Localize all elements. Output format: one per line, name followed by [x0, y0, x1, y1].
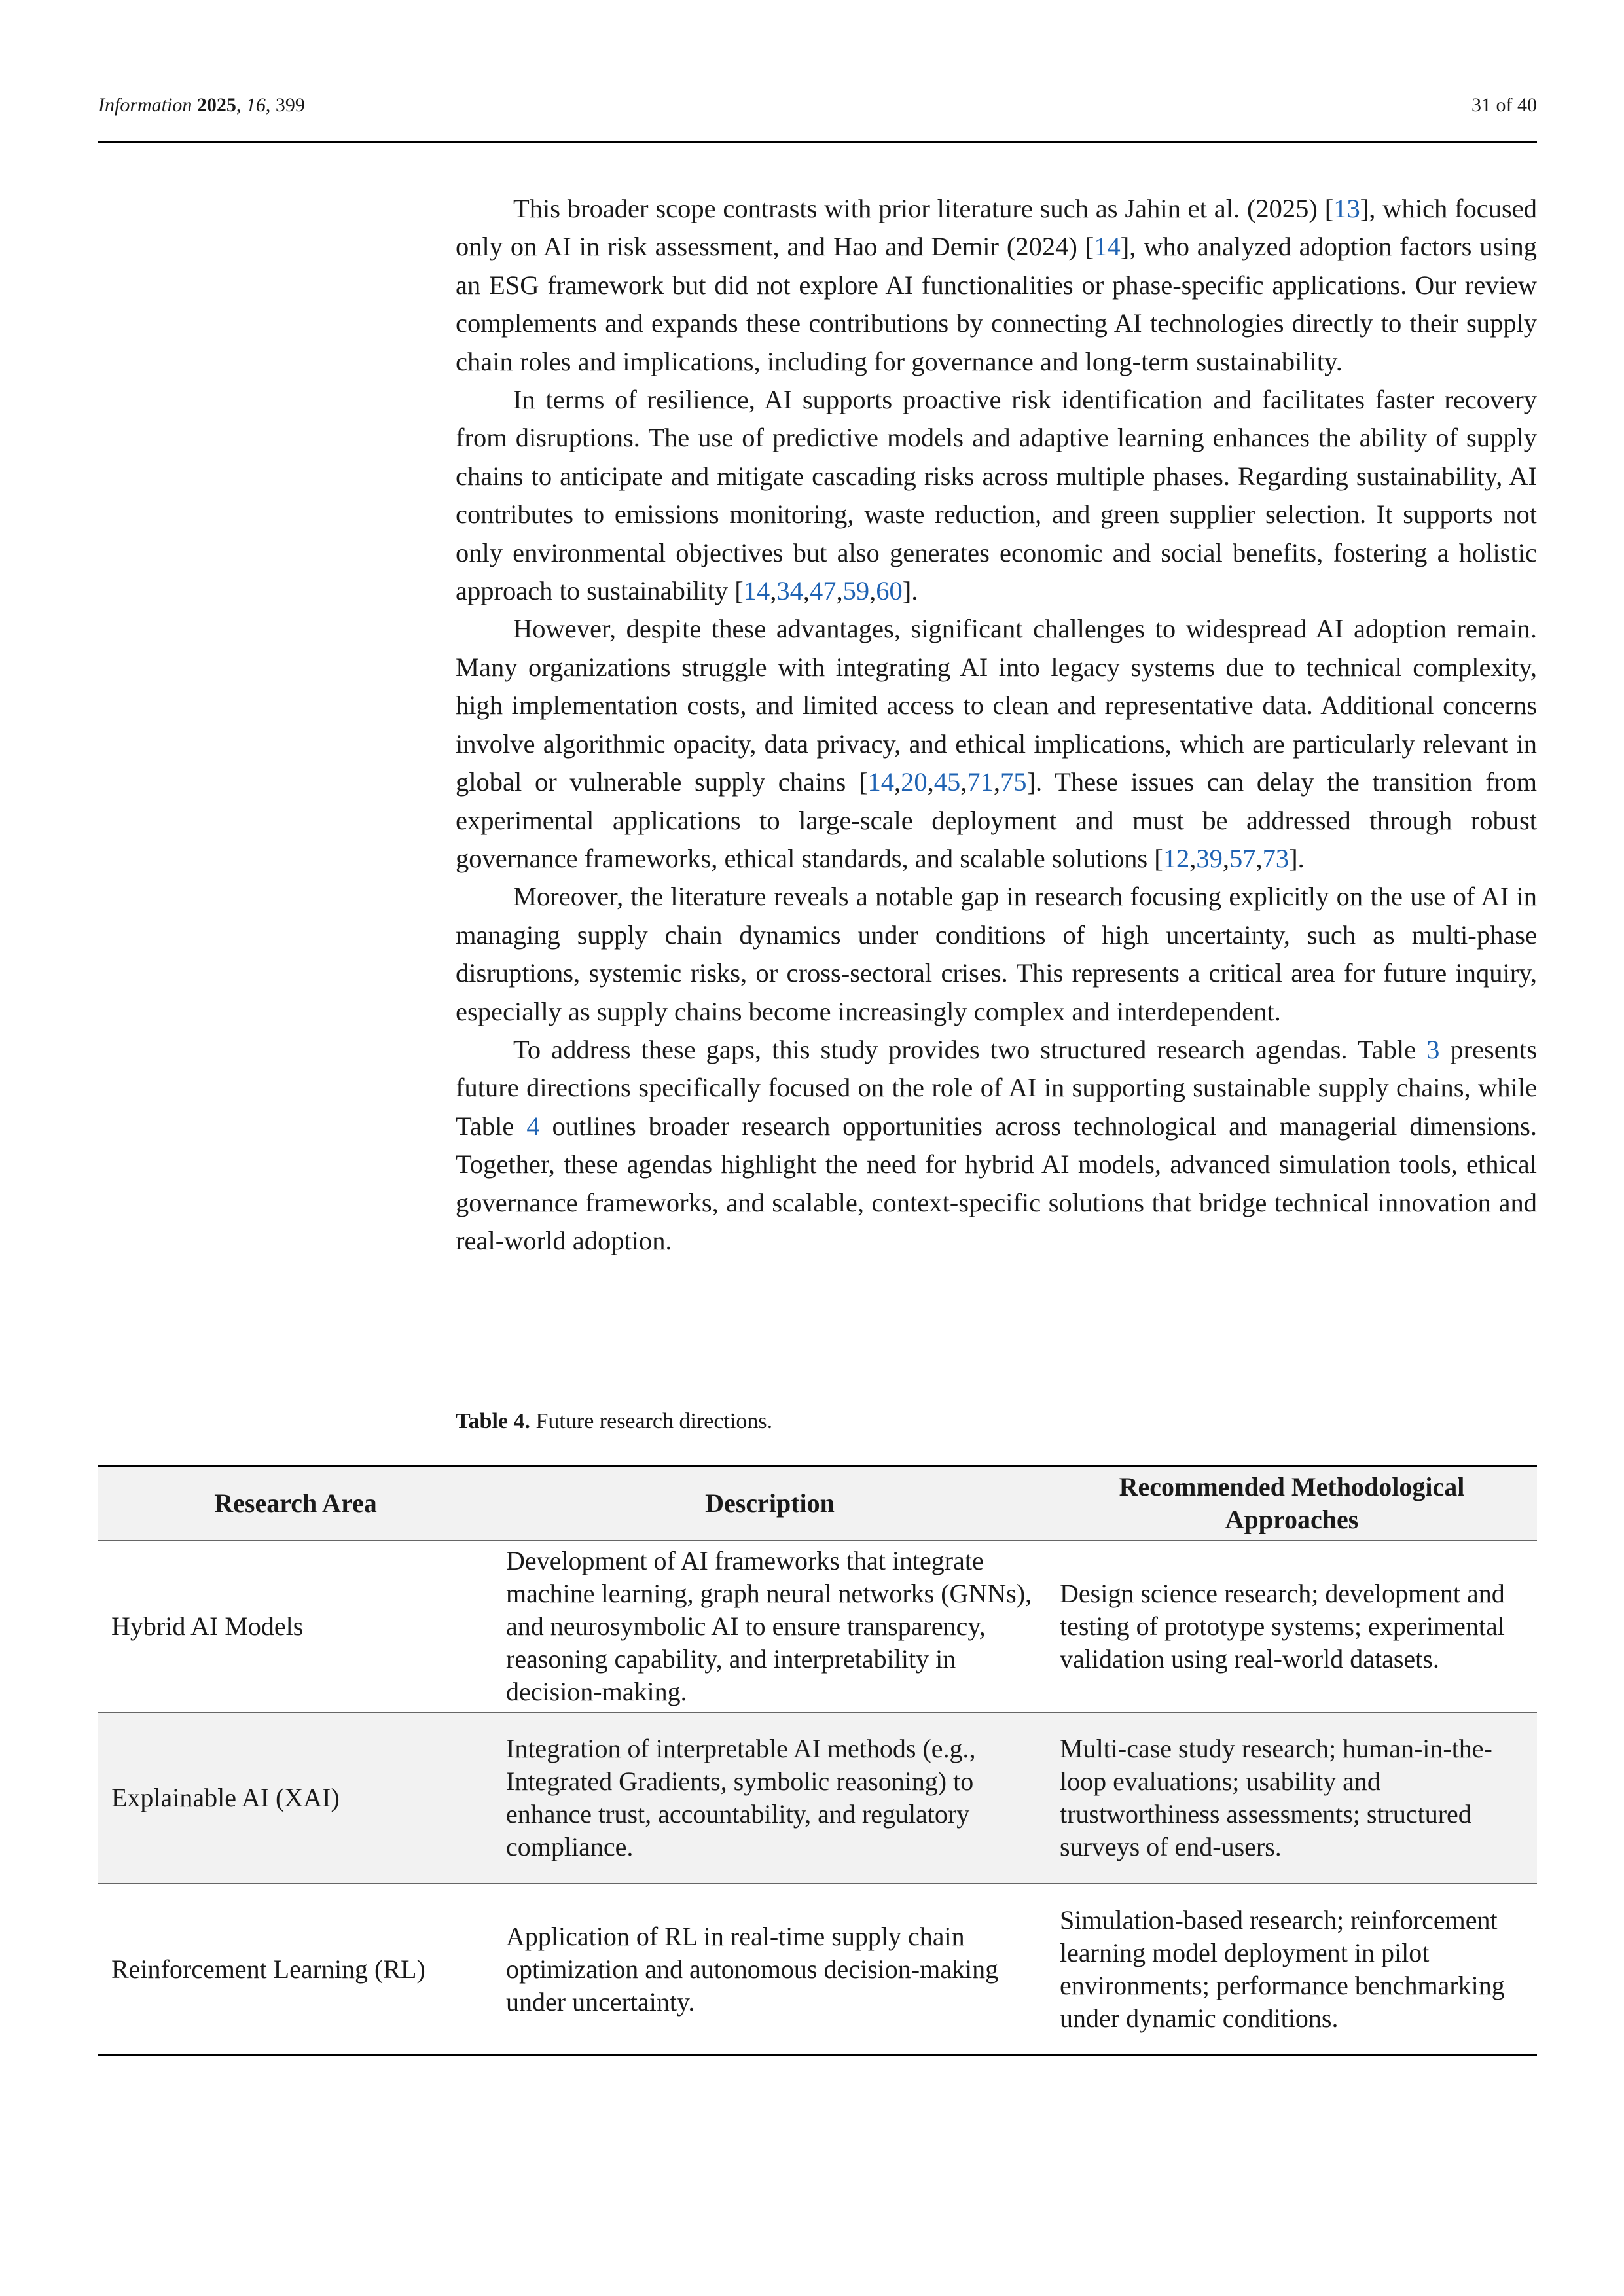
cell-research-area: Hybrid AI Models: [98, 1541, 493, 1712]
journal-name: Information: [98, 94, 192, 116]
paragraph-text: In terms of resilience, AI supports proactive risk identification and facilitates faster recovery from disruptions. The use of predictive models and adaptive learning enhances the ability of supply chains to anticipate and mitigate cascading risks across multiple phases. Regarding sustainability, AI contributes to emissions monitoring, waste reduction, and green supplier selection. It supports not only environmental objectives but also generates economic and social benefits, fostering a holistic approach to sustainability [: [456, 385, 1537, 606]
citation-link[interactable]: 75: [1000, 767, 1027, 797]
paragraph: [456, 610, 1537, 878]
paragraph-text: To address these gaps, this study provides two structured research agendas. Table: [513, 1034, 1427, 1064]
citation-link[interactable]: 39: [1196, 843, 1223, 873]
paragraph-text: ,: [770, 576, 777, 606]
citation-link[interactable]: 47: [810, 576, 837, 606]
cell-description: Development of AI frameworks that integrate machine learning, graph neural networks (GNNs), and neurosymbolic AI to ensure transparency, reasoning capability, and interpretability in decision-making.: [493, 1541, 1047, 1712]
citation-link[interactable]: 73: [1262, 843, 1290, 873]
table-header-row: [98, 1466, 1537, 1541]
citation-link[interactable]: 3: [1426, 1034, 1440, 1064]
paragraph-text: outlines broader research opportunities across technological and managerial dimensions. Together, these agendas highlight the need for hybrid AI models, advanced simulation tools, ethical governance frameworks, and scalable, context-specific solutions that bridge technical innovation and real-world adoption.: [456, 1111, 1537, 1255]
header-research-area: Research Area: [98, 1466, 493, 1541]
table-caption-text: Future research directions.: [535, 1409, 773, 1433]
citation-link[interactable]: 34: [776, 576, 803, 606]
table-caption-label: Table 4.: [456, 1409, 531, 1433]
table-row: [98, 1884, 1537, 2056]
paragraph-text: ], who analyzed adoption factors using an ESG framework but did not explore AI functionalities or phase-specific applications. Our review complements and expands these contributions by connecting AI technologies directly to their supply chain roles and implications, including for governance and long-term sustainability.: [456, 232, 1537, 376]
citation-link[interactable]: 45: [933, 767, 961, 797]
page-number: 31 of 40: [1471, 94, 1537, 116]
paragraph-text: ,: [1222, 843, 1229, 873]
journal-year: 2025: [196, 94, 236, 116]
paragraph-text: ,: [836, 576, 843, 606]
paragraph-text: ].: [1289, 843, 1305, 873]
journal-citation: Information 2025, 16, 399: [98, 94, 305, 116]
cell-research-area: Explainable AI (XAI): [98, 1712, 493, 1884]
citation-link[interactable]: 14: [743, 576, 770, 606]
body-text: [456, 190, 1537, 1260]
article-number: 399: [275, 94, 305, 116]
citation-link[interactable]: 71: [967, 767, 994, 797]
citation-link[interactable]: 13: [1333, 194, 1360, 223]
paragraph-text: ,: [869, 576, 876, 606]
paragraph: [456, 878, 1537, 1031]
paragraph: [456, 190, 1537, 381]
paragraph-text: ,: [927, 767, 934, 797]
table-caption: [456, 1407, 772, 1436]
cell-methods: Simulation-based research; reinforcement learning model deployment in pilot environments; performance benchmarking under dynamic conditions.: [1047, 1884, 1537, 2056]
citation-link[interactable]: 20: [901, 767, 928, 797]
paragraph-text: Moreover, the literature reveals a notable gap in research focusing explicitly on the use of AI in managing supply chain dynamics under conditions of high uncertainty, such as multi-phase disruptions, systemic risks, or cross-sectoral crises. This represents a critical area for future inquiry, especially as supply chains become increasingly complex and interdependent.: [456, 882, 1537, 1026]
citation-link[interactable]: 14: [1094, 232, 1121, 262]
journal-volume: 16: [245, 94, 266, 116]
cell-methods: Multi-case study research; human-in-the-loop evaluations; usability and trustworthiness assessments; structured surveys of end-users.: [1047, 1712, 1537, 1884]
paragraph: [456, 1031, 1537, 1260]
paragraph: [456, 381, 1537, 610]
cell-description: Application of RL in real-time supply chain optimization and autonomous decision-making under uncertainty.: [493, 1884, 1047, 2056]
paragraph-text: presents future directions specifically focused on the role of AI in supporting sustainable supply chains, while Table: [456, 1034, 1538, 1141]
paragraph-text: ], which focused only on AI in risk assessment, and Hao and Demir (2024) [: [456, 194, 1537, 262]
citation-link[interactable]: 60: [876, 576, 903, 606]
paragraph-text: ,: [893, 767, 901, 797]
header-methods: Recommended Methodological Approaches: [1047, 1466, 1537, 1541]
page-header: [98, 92, 1537, 143]
paragraph-text: ].: [902, 576, 918, 606]
paragraph-text: ]. These issues can delay the transition from experimental applications to large-scale deployment and must be addressed through robust governance frameworks, ethical standards, and scalable solutions [: [456, 767, 1537, 873]
table-row: [98, 1712, 1537, 1884]
cell-methods: Design science research; development and testing of prototype systems; experimental validation using real-world datasets.: [1047, 1541, 1537, 1712]
citation-link[interactable]: 59: [842, 576, 870, 606]
paragraph-text: ,: [1189, 843, 1197, 873]
paragraph-text: However, despite these advantages, significant challenges to widespread AI adoption remain. Many organizations struggle with integrating AI into legacy systems due to technical complexity, high implementation costs, and limited access to clean and representative data. Additional concerns involve algorithmic opacity, data privacy, and ethical implications, which are particularly relevant in global or vulnerable supply chains [: [456, 614, 1537, 797]
citation-link[interactable]: 4: [526, 1111, 540, 1141]
table-row: [98, 1541, 1537, 1712]
paragraph-text: ,: [993, 767, 1000, 797]
cell-description: Integration of interpretable AI methods (e.g., Integrated Gradients, symbolic reasoning) to enhance trust, accountability, and regulatory compliance.: [493, 1712, 1047, 1884]
paragraph-text: ,: [803, 576, 810, 606]
cell-research-area: Reinforcement Learning (RL): [98, 1884, 493, 2056]
paragraph-text: ,: [960, 767, 967, 797]
citation-link[interactable]: 12: [1163, 843, 1190, 873]
paragraph-text: ,: [1255, 843, 1263, 873]
header-description: Description: [493, 1466, 1047, 1541]
research-directions-table: [98, 1465, 1537, 2056]
citation-link[interactable]: 57: [1229, 843, 1256, 873]
citation-link[interactable]: 14: [867, 767, 894, 797]
paragraph-text: This broader scope contrasts with prior literature such as Jahin et al. (2025) [: [513, 194, 1334, 223]
